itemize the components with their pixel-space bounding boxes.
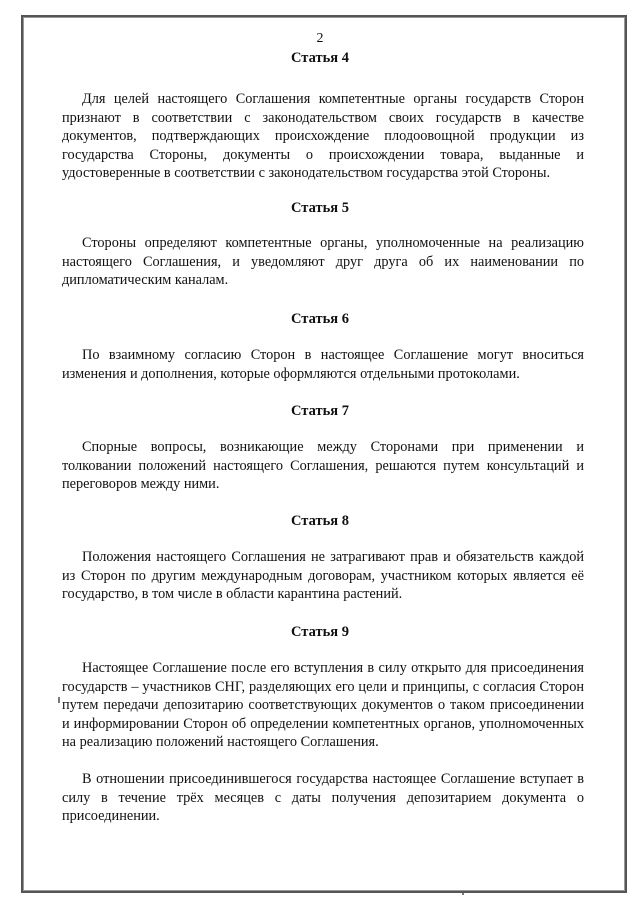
article-5-paragraph: Стороны определяют компетентные органы, уполномоченные на реализацию настоящего Соглашения, и уведомляют друг друга об их наименовании по дипломатическим каналам.	[62, 235, 584, 289]
article-4-heading: Статья 4	[291, 50, 349, 66]
article-8-heading: Статья 8	[291, 513, 349, 529]
article-8-paragraph: Положения настоящего Соглашения не затрагивают прав и обязательств каждой из Сторон по другим международным договорам, участником которых является её государство, в том числе в области карантина растений.	[62, 549, 584, 603]
article-7-heading: Статья 7	[291, 403, 349, 419]
article-9-paragraph-2: В отношении присоединившегося государства настоящее Соглашение вступает в силу в течение трёх месяцев с даты получения депозитарием документа о присоединении.	[62, 771, 584, 825]
article-6-paragraph: По взаимному согласию Сторон в настоящее Соглашение могут вноситься изменения и дополнения, которые оформляются отдельными протоколами.	[62, 347, 584, 382]
article-7-paragraph: Спорные вопросы, возникающие между Сторонами при применении и толковании положений настоящего Соглашения, решаются путем консультаций и переговоров между ними.	[62, 439, 584, 493]
article-9-heading: Статья 9	[291, 624, 349, 640]
page-number: 2	[316, 31, 324, 46]
article-6-heading: Статья 6	[291, 311, 349, 327]
article-4-paragraph: Для целей настоящего Соглашения компетентные органы государств Сторон признают в соответствии с законодательством своих государств в качестве документов, подтверждающих происхождение плодоовощной продукции из государства Стороны, документы о происхождении товара, выданные и удостоверенные в соответствии с законодательством государства этой Стороны.	[62, 91, 584, 182]
scan-speck	[58, 697, 60, 703]
article-5-heading: Статья 5	[291, 200, 349, 216]
scan-speck	[462, 893, 464, 895]
article-9-paragraph-1: Настоящее Соглашение после его вступления в силу открыто для присоединения государств – участников СНГ, разделяющих его цели и принципы, с согласия Сторон путем передачи депозитарию соответствующих документов о таком присоединении и информировании Сторон об определении компетентных органов, уполномоченных на реализацию положений настоящего Соглашения.	[62, 660, 584, 751]
